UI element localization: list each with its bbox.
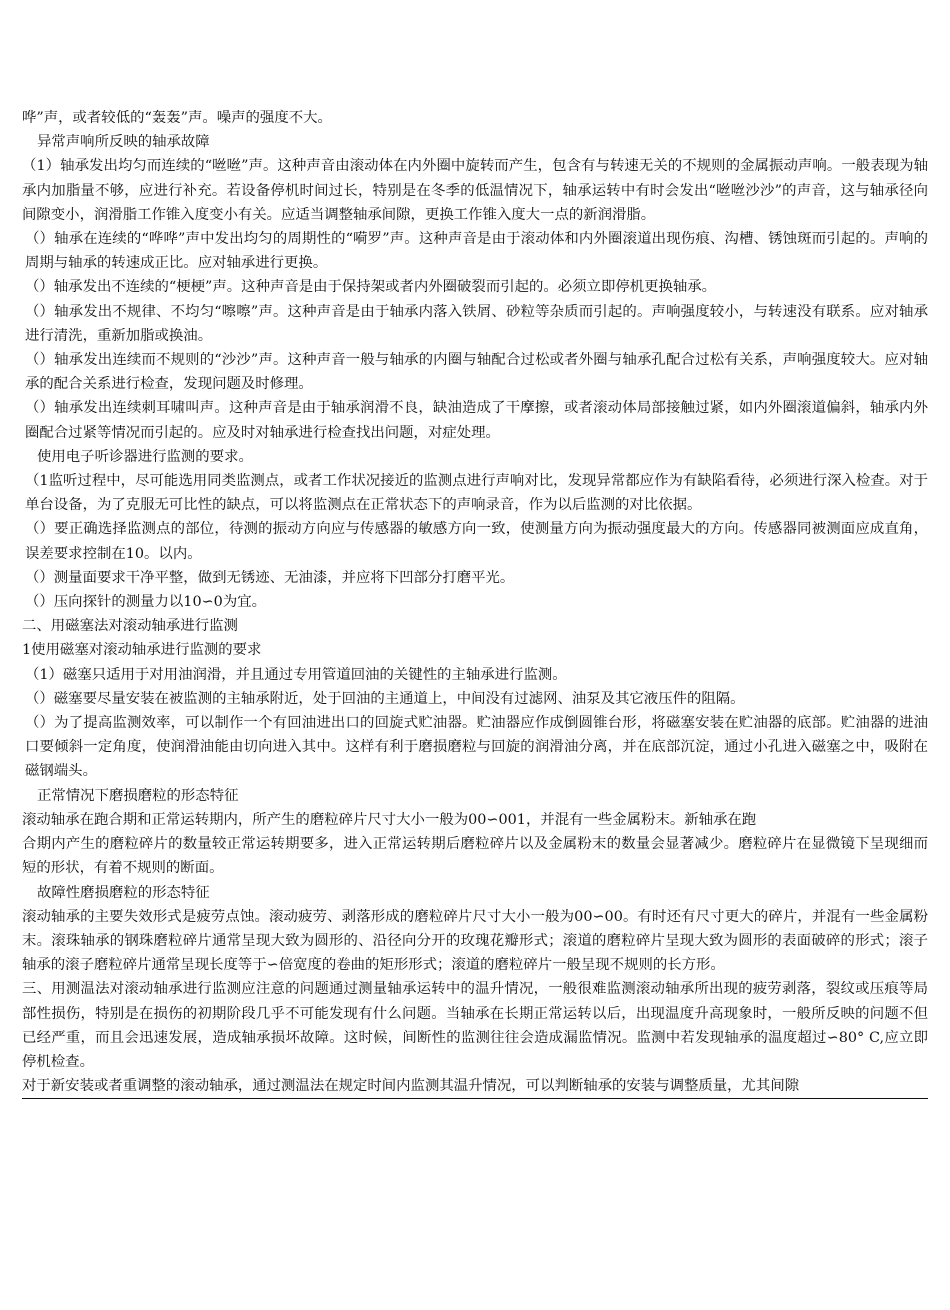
paragraph-req-measure-point: （）要正确选择监测点的部位，待测的振动方向应与传感器的敏感方向一致，使测量方向为振动强度最大的方向。传感器同被测面应成直角，误差要求控制在10。以内。 [25, 521, 928, 562]
paragraph-req-surface: （）测量面要求干净平整，做到无锈迹、无油漆，并应将下凹部分打磨平光。 [25, 569, 515, 586]
heading-normal-wear-particles: 正常情况下磨损磨粒的形态特征 [37, 787, 239, 804]
paragraph-item-intermittent-sound: （）轴承发出不连续的“梗梗”声。这种声音是由于保持架或者内外圈破裂而引起的。必须立即停机更换轴承。 [25, 279, 717, 296]
section-heading-magnetic-plug: 二、用磁塞法对滚动轴承进行监测 [22, 618, 238, 635]
paragraph-req-1-monitoring: （1监听过程中，尽可能选用同类监测点，或者工作状况接近的监测点进行声响对比，发现异常都应作为有缺陷看待，必须进行深入检查。对于单台设备，为了克服无可比性的缺点，可以将监测点在正常状态下的声响录音，作为以后监测的对比依据。 [25, 473, 928, 514]
document-page [22, 106, 928, 1099]
paragraph-plug-req-3: （）为了提高监测效率，可以制作一个有回油进出口的回旋式贮油器。贮油器应作成倒圆锥台形，将磁塞安装在贮油器的底部。贮油器的进油口要倾斜一定角度，使润滑油能由切向进入其中。这样有利于磨损磨粒与回旋的润滑油分离，并在底部沉淀，通过小孔进入磁塞之中，吸附在磁钢端头。 [25, 715, 928, 780]
paragraph-req-probe-force: （）压向探针的测量力以10∽0为宜。 [25, 594, 266, 611]
heading-stethoscope-requirements: 使用电子听诊器进行监测的要求。 [37, 448, 253, 465]
paragraph-item-1-hissing: （1）轴承发出均匀而连续的“咝咝”声。这种声音由滚动体在内外圈中旋转而产生，包含有与转速无关的不规则的金属振动声响。一般表现为轴承内加脂量不够，应进行补充。若设备停机时间过长，特别是在冬季的低温情况下，轴承运转中有时会发出“咝咝沙沙”的声音，这与轴承径向间隙变小，润滑脂工作锥入度变小有关。应适当调整轴承间隙，更换工作锥入度大一点的新润滑脂。 [22, 158, 928, 223]
heading-abnormal-sound-faults: 异常声响所反映的轴承故障 [37, 134, 210, 151]
paragraph-new-bearing-temperature: 对于新安装或者重调整的滚动轴承，通过测温法在规定时间内监测其温升情况，可以判断轴承的安装与调整质量，尤其间隙 [22, 1074, 928, 1099]
paragraph-plug-req-1: （1）磁塞只适用于对用油润滑，并且通过专用管道回油的关键性的主轴承进行监测。 [25, 666, 567, 683]
paragraph-normal-wear-2: 合期内产生的磨粒碎片的数量较正常运转期要多，进入正常运转期后磨粒碎片以及金属粉末的数量会显著减少。磨粒碎片在显微镜下呈现细而短的形状，有着不规则的断面。 [22, 836, 928, 877]
paragraph-item-squeal-sound: （）轴承发出连续刺耳啸叫声。这种声音是由于轴承润滑不良，缺油造成了干摩擦，或者滚动体局部接触过紧，如内外圈滚道偏斜，轴承内外圈配合过紧等情况而引起的。应及时对轴承进行检查找出问题，对症处理。 [25, 400, 928, 441]
paragraph-item-irregular-sound: （）轴承发出不规律、不均匀“嚓嚓”声。这种声音是由于轴承内落入铁屑、砂粒等杂质而引起的。声响强度较小，与转速没有联系。应对轴承进行清洗，重新加脂或换油。 [25, 303, 928, 344]
subheading-magnetic-plug-requirements: 1使用磁塞对滚动轴承进行监测的要求 [22, 642, 262, 659]
paragraph-normal-wear-1: 滚动轴承在跑合期和正常运转期内，所产生的磨粒碎片尺寸大小一般为00∽001，并混有一些金属粉末。新轴承在跑 [22, 811, 757, 828]
paragraph-noise-intro: 哗”声，或者较低的“轰轰”声。噪声的强度不大。 [22, 110, 332, 126]
paragraph-item-rustling-sound: （）轴承发出连续而不规则的“沙沙”声。这种声音一般与轴承的内圈与轴配合过松或者外圈与轴承孔配合过松有关系，声响强度较大。应对轴承的配合关系进行检查，发现问题及时修理。 [25, 352, 928, 393]
heading-fault-wear-particles: 故障性磨损磨粒的形态特征 [37, 884, 210, 901]
paragraph-item-periodic-sound: （）轴承在连续的“哗哗”声中发出均匀的周期性的“嗬罗”声。这种声音是由于滚动体和内外圈滚道出现伤痕、沟槽、锈蚀斑而引起的。声响的周期与轴承的转速成正比。应对轴承进行更换。 [25, 231, 928, 272]
section-heading-temperature-method: 三、用测温法对滚动轴承进行监测应注意的问题通过测量轴承运转中的温升情况，一般很难监测滚动轴承所出现的疲劳剥落，裂纹或压痕等局部性损伤，特别是在损伤的初期阶段几乎不可能发现有什么问题。当轴承在长期正常运转以后，出现温度升高现象时，一般所反映的问题不但已经严重，而且会迅速发展，造成轴承损坏故障。这时候，间断性的监测往往会造成漏监情况。监测中若发现轴承的温度超过∽80° C,应立即停机检查。 [22, 981, 928, 1070]
paragraph-plug-req-2: （）磁塞要尽量安装在被监测的主轴承附近，处于回油的主通道上，中间没有过滤网、油泵及其它液压件的阻隔。 [25, 690, 745, 707]
paragraph-fault-wear: 滚动轴承的主要失效形式是疲劳点蚀。滚动疲劳、剥落形成的磨粒碎片尺寸大小一般为00∽00。有时还有尺寸更大的碎片，并混有一些金属粉末。滚珠轴承的钢珠磨粒碎片通常呈现大致为圆形的、沿径向分开的玫瑰花瓣形式；滚道的磨粒碎片呈现大致为圆形的表面破碎的形式；滚子轴承的滚子磨粒碎片通常呈现长度等于∽倍宽度的卷曲的矩形形式；滚道的磨粒碎片一般呈现不规则的长方形。 [22, 908, 928, 974]
